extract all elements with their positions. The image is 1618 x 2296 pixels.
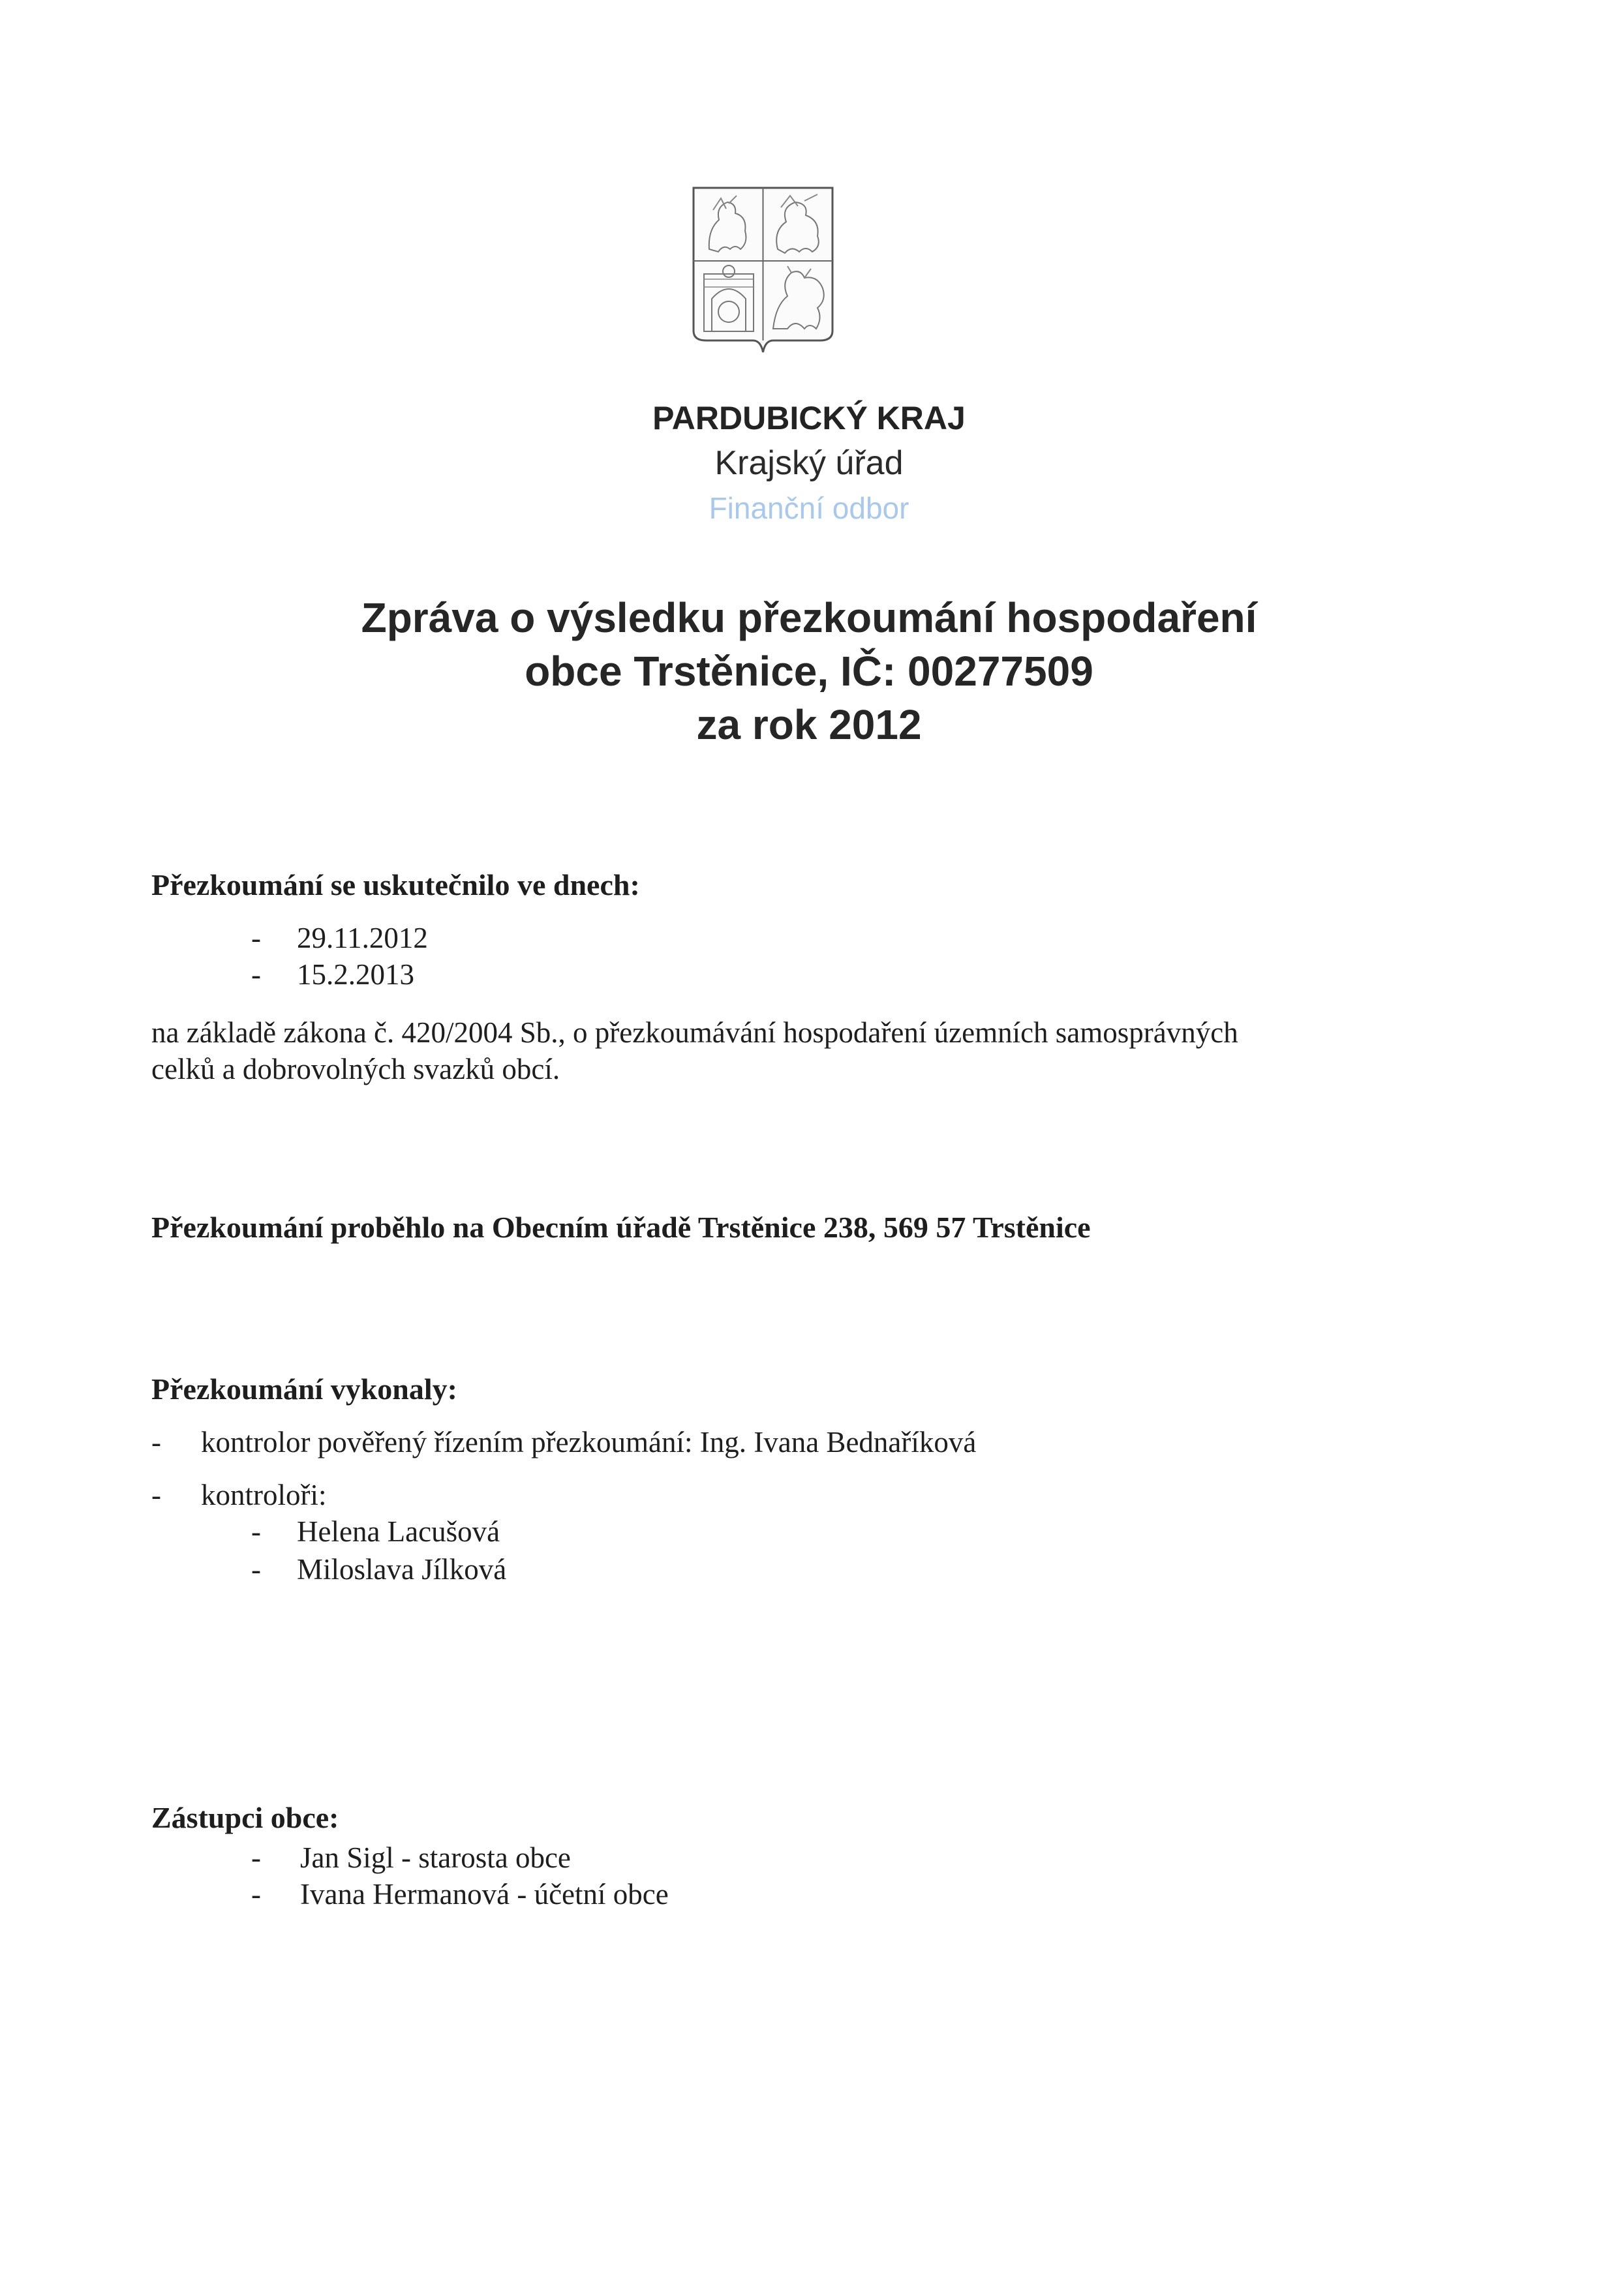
legal-basis-line-2: celků a dobrovolných svazků obcí.	[151, 1053, 560, 1085]
list-bullet: -	[151, 1479, 161, 1511]
report-title-line-1: Zpráva o výsledku přezkoumání hospodaření	[361, 594, 1257, 641]
review-location: Přezkoumání proběhlo na Obecním úřadě Trstěnice 238, 569 57 Trstěnice	[151, 1211, 1091, 1244]
list-bullet: -	[251, 1841, 261, 1874]
review-date: 29.11.2012	[297, 922, 428, 954]
lead-controller: kontrolor pověřený řízením přezkoumání: Ing. Ivana Bednaříková	[201, 1426, 977, 1458]
legal-basis-line-1: na základě zákona č. 420/2004 Sb., o přezkoumávání hospodaření územních samosprávných	[151, 1016, 1238, 1049]
report-title-line-2: obce Trstěnice, IČ: 00277509	[525, 648, 1093, 695]
office-name: Krajský úřad	[714, 444, 904, 482]
representatives-heading: Zástupci obce:	[151, 1801, 339, 1834]
controller-name: Miloslava Jílková	[297, 1553, 507, 1586]
performed-by-heading: Přezkoumání vykonaly:	[151, 1372, 457, 1406]
representative: Ivana Hermanová - účetní obce	[300, 1878, 669, 1911]
list-bullet: -	[251, 1878, 261, 1911]
list-bullet: -	[251, 1553, 261, 1586]
review-dates-heading: Přezkoumání se uskutečnilo ve dnech:	[151, 868, 640, 901]
controller-name: Helena Lacušová	[297, 1515, 500, 1548]
list-bullet: -	[251, 958, 261, 991]
list-bullet: -	[151, 1426, 161, 1458]
list-bullet: -	[251, 922, 261, 954]
review-date: 15.2.2013	[297, 958, 414, 991]
coat-of-arms-icon	[690, 184, 836, 363]
representative: Jan Sigl - starosta obce	[300, 1841, 571, 1874]
department-name: Finanční odbor	[709, 491, 909, 525]
region-name: PARDUBICKÝ KRAJ	[652, 400, 966, 436]
report-title-line-3: za rok 2012	[696, 701, 922, 748]
list-bullet: -	[251, 1515, 261, 1548]
controllers-label: kontroloři:	[201, 1479, 327, 1511]
